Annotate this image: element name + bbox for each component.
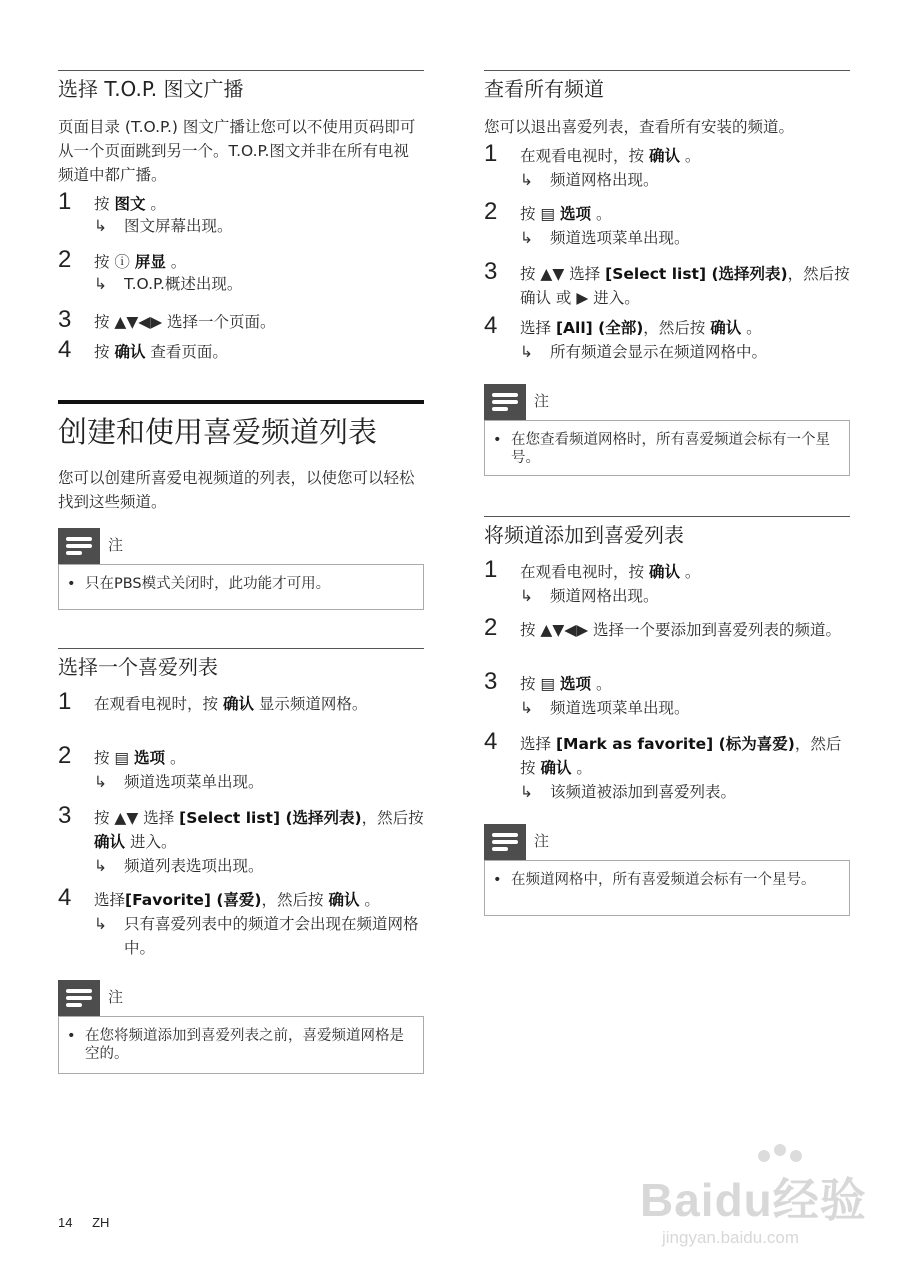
note-icon (58, 980, 100, 1016)
result: ↳ 频道选项菜单出现。 (520, 226, 850, 250)
result: ↳ 频道列表选项出现。 (94, 854, 424, 878)
page-footer (58, 1215, 125, 1230)
paw-icon (758, 1150, 770, 1162)
watermark-logo: Baidu经验 (640, 1174, 867, 1226)
result-arrow-icon: ↳ (520, 229, 533, 247)
section-title-select: 选择一个喜爱列表 (58, 648, 424, 681)
note-icon (484, 384, 526, 420)
baidu-watermark (640, 1150, 870, 1260)
result: ↳ 只有喜爱列表中的频道才会出现在频道网格中。 (94, 912, 424, 960)
chapter-intro: 您可以创建所喜爱电视频道的列表，以使您可以轻松找到这些频道。 (58, 469, 415, 511)
result-arrow-icon: ↳ (94, 857, 107, 875)
result-arrow-icon: ↳ (94, 217, 107, 235)
note-star-grid: 注 • 在频道网格中，所有喜爱频道会标有一个星号。 (484, 824, 850, 916)
section-title-all: 查看所有频道 (484, 70, 850, 103)
section-title-top: 选择 T.O.P. 图文广播 (58, 70, 424, 103)
watermark-url: jingyan.baidu.com (662, 1228, 800, 1247)
note-star: 注 • 在您查看频道网格时，所有喜爱频道会标有一个星号。 (484, 384, 850, 476)
result: ↳ 图文屏幕出现。 (94, 214, 424, 238)
result-arrow-icon: ↳ (520, 699, 533, 717)
note-icon (58, 528, 100, 564)
result-arrow-icon: ↳ (520, 171, 533, 189)
section-title-add: 将频道添加到喜爱列表 (484, 516, 850, 549)
result: ↳ 频道选项菜单出现。 (520, 696, 850, 720)
result-arrow-icon: ↳ (520, 783, 533, 801)
note-pbs: 注 • 只在PBS模式关闭时，此功能才可用。 (58, 528, 424, 610)
language-code: ZH (92, 1215, 110, 1230)
result: ↳ 频道选项菜单出现。 (94, 770, 424, 794)
result: ↳ 频道网格出现。 (520, 584, 850, 608)
page-number: 14 (58, 1215, 73, 1230)
note-icon (484, 824, 526, 860)
result-arrow-icon: ↳ (94, 915, 107, 933)
result: ↳ T.O.P.概述出现。 (94, 272, 424, 296)
result: ↳ 该频道被添加到喜爱列表。 (520, 780, 850, 804)
result-arrow-icon: ↳ (94, 275, 107, 293)
result: ↳ 频道网格出现。 (520, 168, 850, 192)
top-intro: 页面目录 (T.O.P.) 图文广播让您可以不使用页码即可从一个页面跳到另一个。T.O.P.图文并非在所有电视频道中都广播。 (58, 118, 416, 184)
result: ↳ 所有频道会显示在频道网格中。 (520, 340, 850, 364)
result-arrow-icon: ↳ (520, 343, 533, 361)
chapter-title: 创建和使用喜爱频道列表 (58, 400, 424, 450)
all-intro: 您可以退出喜爱列表，查看所有安装的频道。 (484, 118, 795, 136)
note-empty-grid: 注 • 在您将频道添加到喜爱列表之前，喜爱频道网格是空的。 (58, 980, 424, 1074)
result-arrow-icon: ↳ (94, 773, 107, 791)
result-arrow-icon: ↳ (520, 587, 533, 605)
